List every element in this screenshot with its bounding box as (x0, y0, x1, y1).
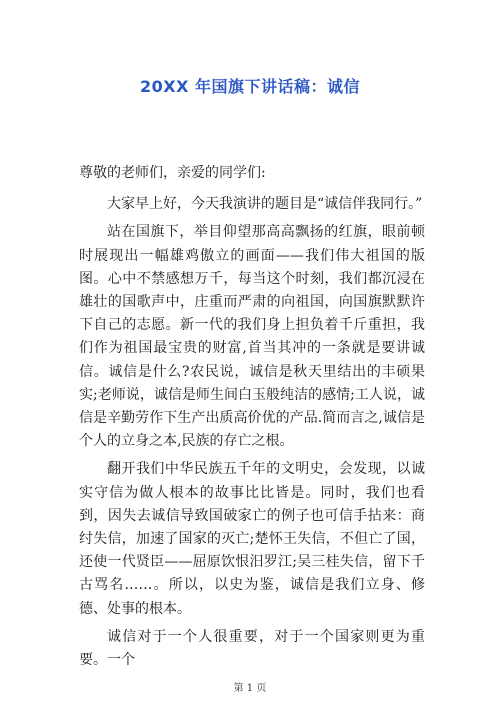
document-title: 20XX 年国旗下讲话稿：诚信 (139, 77, 360, 96)
paragraph-greeting: 大家早上好，今天我演讲的题目是“诚信伴我同行。” (107, 196, 423, 213)
paragraph-flag: 站在国旗下，举目仰望那高高飘扬的红旗，眼前顿时展现出一幅雄鸡傲立的画面——我们伟大祖国的版图。心中不禁感想万千，每当这个时刻，我们都沉浸在雄壮的国歌声中，庄重而严肃的向祖国，向国旗默默许下自己的志愿。新一代的我们身上担负着千斤重担，我们作为祖国最宝贵的财富,首当其冲的一条就是要讲诚信。诚信是什么?农民说，诚信是秋天里结出的丰硕果实;老师说，诚信是师生间白玉般纯洁的感情;工人说，诚信是辛勤劳作下生产出质高价优的产品.简而言之,诚信是个人的立身之本,民族的存亡之根。 (79, 224, 425, 450)
paragraph-importance: 诚信对于一个人很重要，对于一个国家则更为重要。一个 (79, 628, 425, 669)
page-number: 第 1 页 (233, 683, 267, 694)
paragraph-history: 翻开我们中华民族五千年的文明史，会发现，以诚实守信为做人根本的故事比比皆是。同时，我们也看到，因失去诚信导致国破家亡的例子也可信手拈来：商纣失信，加速了国家的灭亡;楚怀王失信，不但亡了国，还使一代贤臣——屈原饮恨汨罗江;吴三桂失信，留下千古骂名……。所以，以史为鉴，诚信是我们立身、修德、处事的根本。 (79, 461, 425, 617)
document-body (79, 162, 425, 677)
salutation: 尊敬的老师们，亲爱的同学们: (79, 165, 266, 181)
